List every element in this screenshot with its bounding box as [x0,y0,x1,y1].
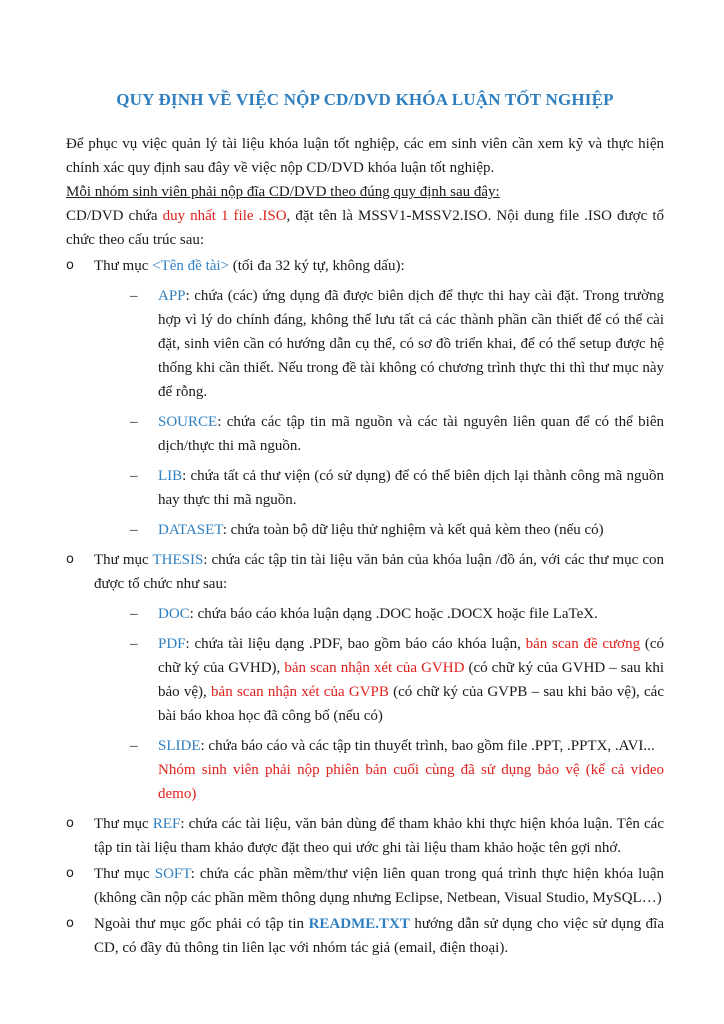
readme-requirement [66,912,664,960]
folder-topic-suffix: (tối đa 32 ký tự, không dấu): [229,258,405,274]
subfolder-pdf-name: PDF [158,636,186,652]
folder-thesis [66,548,664,806]
folder-thesis-prefix: Thư mục [94,552,153,568]
pdf-highlight-gvhd-scan: bản scan nhận xét của GVHD [284,660,465,676]
folder-ref-prefix: Thư mục [94,816,153,832]
dash-icon: – [130,414,138,430]
bullet-icon: o [66,866,74,881]
subfolder-app-desc: : chứa (các) ứng dụng đã được biên dịch để thực thi hay cài đặt. Trong trường hợp vì lý do chính đáng, không thể lưu tất cả các thành phần cần thiết để có thể cài đặt, sinh viên cần có hướng dẫn cụ thể, có sơ đồ triển khai, để có thể setup được hệ thống khi cần thiết. Nếu trong đề tài không có chương trình thực thi thì thư mục này để rỗng. [158,288,664,400]
readme-prefix: Ngoài thư mục gốc phải có tập tin [94,916,309,932]
subfolder-pdf-text-3: (có chữ ký của GVHD – sau khi bảo vệ), [158,660,664,700]
folder-ref [66,812,664,860]
folder-ref-suffix: : chứa các tài liệu, văn bản dùng để tham khảo khi thực hiện khóa luận. Tên các tập tin tài liệu tham khảo được đặt theo qui ước ghi tài liệu tham khảo hoặc tên gợi nhớ. [94,816,664,856]
subfolder-app [94,284,664,404]
cd-text-1: CD/DVD chứa [66,208,163,224]
subfolder-dataset-desc: : chứa toàn bộ dữ liệu thử nghiệm và kết quả kèm theo (nếu có) [222,522,604,538]
subfolder-lib [94,464,664,512]
readme-suffix: hướng dẫn sử dụng cho việc sử dụng đĩa CD, có đầy đủ thông tin liên lạc với nhóm tác giả (email, điện thoại). [94,916,664,956]
folder-soft [66,862,664,910]
subfolder-slide-desc: : chứa báo cáo và các tập tin thuyết trình, bao gồm file .PPT, .PPTX, .AVI... [200,738,655,754]
slide-final-version-note: Nhóm sinh viên phải nộp phiên bản cuối cùng đã sử dụng bảo vệ (kể cả video demo) [158,762,664,802]
subfolder-source-name: SOURCE [158,414,218,430]
subfolder-doc [94,602,664,626]
subfolder-source [94,410,664,458]
folder-topic [66,254,664,542]
folder-thesis-suffix: : chứa các tập tin tài liệu văn bản của khóa luận /đồ án, với các thư mục con được tổ chức như sau: [94,552,664,592]
subfolder-lib-desc: : chứa tất cả thư viện (có sử dụng) để có thể biên dịch lại thành công mã nguồn hay thực thi mã nguồn. [158,468,664,508]
subfolder-dataset-name: DATASET [158,522,223,538]
subfolder-lib-name: LIB [158,468,183,484]
cd-requirement [66,204,664,252]
subfolder-dataset [94,518,664,542]
subfolder-source-desc: : chứa các tập tin mã nguồn và các tài nguyên liên quan để có thể biên dịch/thực thi mã nguồn. [158,414,664,454]
readme-filename: README.TXT [308,916,410,932]
folder-ref-name: REF [152,816,181,832]
bullet-icon: o [66,916,74,931]
folder-soft-suffix: : chứa các phần mềm/thư viện liên quan trong quá trình thực hiện khóa luận (không cần nộp các phần mềm thông dụng nhưng Eclipse, Netbean, Visual Studio, MySQL…) [94,866,665,906]
folder-topic-subfolders [94,284,664,542]
cd-text-2: , đặt tên là MSSV1-MSSV2.ISO. Nội dung file .ISO được tổ chức theo cấu trúc sau: [66,208,664,248]
subfolder-pdf-text-1: : chứa tài liệu dạng .PDF, bao gồm báo cáo khóa luận, [185,636,526,652]
subfolder-pdf-text-2: (có chữ ký của GVHD), [158,636,664,676]
pdf-highlight-gvpb-scan: bản scan nhận xét của GVPB [211,684,389,700]
subfolder-pdf [94,632,664,728]
subfolder-pdf-text-4: (có chữ ký của GVPB – sau khi bảo vệ), các bài báo khoa học đã công bố (nếu có) [158,684,664,724]
subfolder-app-name: APP [158,288,186,304]
intro-paragraph: Để phục vụ việc quản lý tài liệu khóa luận tốt nghiệp, các em sinh viên cần xem kỹ và thực hiện chính xác quy định sau đây về việc nộp CD/DVD khóa luận tốt nghiệp. [66,136,664,176]
dash-icon: – [130,288,138,304]
folder-thesis-subfolders [94,602,664,806]
dash-icon: – [130,468,138,484]
folder-thesis-name: THESIS [152,552,204,568]
cd-iso-highlight: duy nhất 1 file .ISO [162,208,287,224]
folder-soft-prefix: Thư mục [94,866,155,882]
dash-icon: – [130,636,138,652]
pdf-highlight-outline-scan: bản scan đề cương [525,636,641,652]
subfolder-doc-desc: : chứa báo cáo khóa luận dạng .DOC hoặc .DOCX hoặc file LaTeX. [189,606,598,622]
subfolder-slide [94,734,664,806]
dash-icon: – [130,606,138,622]
subfolder-doc-name: DOC [158,606,190,622]
rule-heading: Mỗi nhóm sinh viên phải nộp đĩa CD/DVD theo đúng quy định sau đây: [66,184,500,200]
subfolder-slide-name: SLIDE [158,738,201,754]
bullet-icon: o [66,816,74,831]
folder-topic-name: <Tên đề tài> [152,258,230,274]
bullet-icon: o [66,552,74,567]
document-title: QUY ĐỊNH VỀ VIỆC NỘP CD/DVD KHÓA LUẬN TỐT NGHIỆP [116,90,614,109]
dash-icon: – [130,738,138,754]
folder-soft-name: SOFT [154,866,191,882]
bullet-icon: o [66,258,74,273]
dash-icon: – [130,522,138,538]
folder-topic-prefix: Thư mục [94,258,153,274]
